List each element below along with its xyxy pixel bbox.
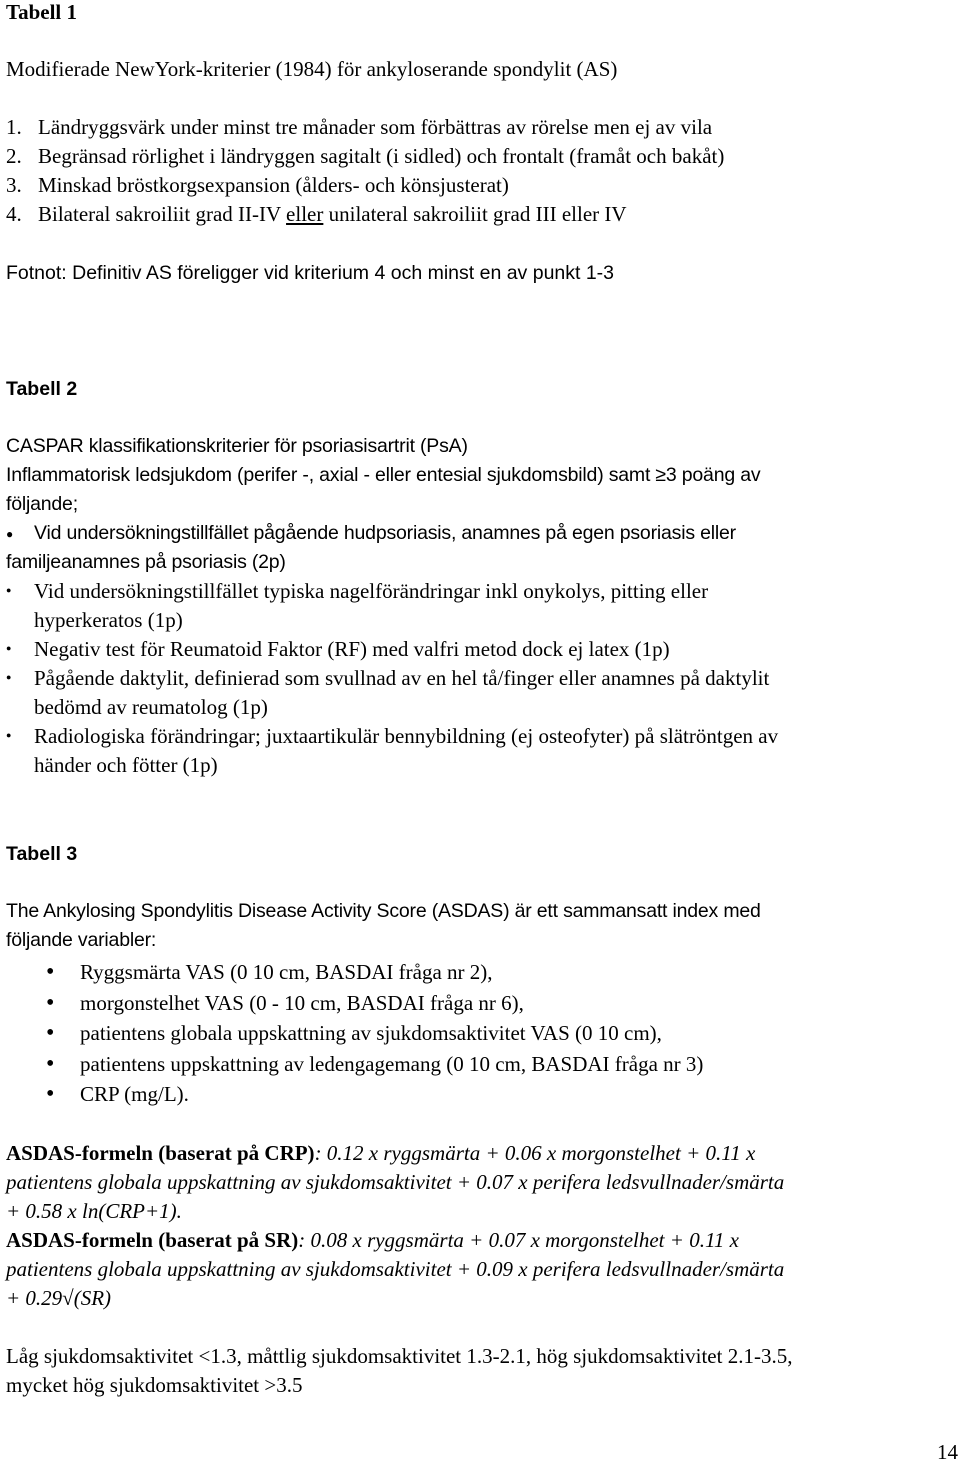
criterion-item — [6, 171, 509, 200]
criterion-number: 3. — [6, 173, 22, 197]
asdas-sr-formula-line1 — [6, 1226, 739, 1255]
square-root-icon: √ — [62, 1286, 74, 1310]
asdas-sr-label: ASDAS-formeln (baserat på SR) — [6, 1228, 299, 1252]
list-item — [6, 664, 946, 722]
variable-text: patientens globala uppskattning av sjukdomsaktivitet VAS (0 10 cm), — [80, 1021, 662, 1045]
asdas-crp-formula-line2: patientens globala uppskattning av sjukdomsaktivitet + 0.07 x perifera ledsvullnader/smärta — [6, 1170, 785, 1194]
criterion-item — [6, 200, 627, 229]
list-item — [6, 635, 946, 664]
table1-heading: Tabell 1 — [6, 0, 77, 24]
list-item-line2: bedömd av reumatolog (1p) — [34, 695, 268, 719]
variable-text: morgonstelhet VAS (0 - 10 cm, BASDAI fråga nr 6), — [80, 991, 524, 1015]
table2-intro-line1: Inflammatorisk ledsjukdom (perifer -, axial - eller entesial sjukdomsbild) samt ≥3 poäng av — [6, 464, 761, 486]
bullet-icon: ● — [6, 585, 12, 595]
bullet-icon: ● — [6, 672, 12, 682]
bullet-icon: ● — [6, 643, 12, 653]
bullet-icon: • — [46, 959, 55, 985]
list-item — [6, 577, 946, 635]
criterion-text-underlined: eller — [286, 202, 324, 226]
list-item — [6, 1050, 946, 1079]
criterion-number: 1. — [6, 115, 22, 139]
list-item — [6, 1019, 946, 1048]
table2-title: CASPAR klassifikationskriterier för psoriasisartrit (PsA) — [6, 435, 468, 457]
list-item-line1: Pågående daktylit, definierad som svullnad av en hel tå/finger eller anamnes på daktylit — [34, 666, 770, 690]
variable-text: Ryggsmärta VAS (0 10 cm, BASDAI fråga nr 2), — [80, 960, 493, 984]
bullet-icon: • — [46, 1051, 55, 1077]
page-number: 14 — [937, 1440, 958, 1464]
criterion-number: 4. — [6, 202, 22, 226]
criterion-text: Ländryggsvärk under minst tre månader som förbättras av rörelse men ej av vila — [38, 115, 713, 139]
bullet-icon: • — [46, 1081, 55, 1107]
variable-text: CRP (mg/L). — [80, 1082, 189, 1106]
bullet-icon: • — [46, 990, 55, 1016]
asdas-sr-formula-start: : 0.08 x ryggsmärta + 0.07 x morgonstelhet + 0.11 x — [298, 1228, 739, 1252]
bullet-icon: ● — [6, 730, 12, 740]
table3-intro-line2: följande variabler: — [6, 929, 157, 951]
asdas-sr-formula-line2: patientens globala uppskattning av sjukdomsaktivitet + 0.09 x perifera ledsvullnader/smärta — [6, 1257, 785, 1281]
asdas-crp-label: ASDAS-formeln (baserat på CRP) — [6, 1141, 315, 1165]
list-item-line2: hyperkeratos (1p) — [34, 608, 183, 632]
list-item — [6, 722, 946, 780]
asdas-crp-formula-line3: + 0.58 x ln(CRP+1). — [6, 1199, 182, 1223]
criterion-text-pre: Bilateral sakroiliit grad II-IV — [38, 202, 287, 226]
criterion-number: 2. — [6, 144, 22, 168]
asdas-crp-formula-start: : 0.12 x ryggsmärta + 0.06 x morgonstelhet + 0.11 x — [314, 1141, 756, 1165]
criterion-item — [6, 113, 712, 142]
table2-heading: Tabell 2 — [6, 378, 78, 400]
sr-term: (SR) — [73, 1286, 112, 1310]
variable-text: patientens uppskattning av ledengagemang (0 10 cm, BASDAI fråga nr 3) — [80, 1052, 704, 1076]
asdas-sr-formula-line3 — [6, 1284, 111, 1313]
list-item-line2: familjeanamnes på psoriasis (2p) — [6, 551, 286, 573]
asdas-crp-formula-line1 — [6, 1139, 755, 1168]
table3-intro-line1: The Ankylosing Spondylitis Disease Activity Score (ASDAS) är ett sammansatt index med — [6, 900, 761, 922]
list-item — [6, 989, 946, 1018]
bullet-icon: ● — [6, 527, 14, 541]
list-item-line1: Radiologiska förändringar; juxtaartikulär bennybildning (ej osteofyter) på slätröntgen av — [34, 724, 779, 748]
table2-intro-line2: följande; — [6, 493, 78, 515]
bullet-icon: • — [46, 1020, 55, 1046]
table1-footnote: Fotnot: Definitiv AS föreligger vid kriterium 4 och minst en av punkt 1-3 — [6, 262, 615, 284]
activity-levels-line2: mycket hög sjukdomsaktivitet >3.5 — [6, 1373, 303, 1397]
criterion-text: Minskad bröstkorgsexpansion (ålders- och könsjusterat) — [38, 173, 509, 197]
list-item — [6, 1080, 946, 1109]
criterion-text: Begränsad rörlighet i ländryggen sagitalt (i sidled) och frontalt (framåt och bakåt) — [38, 144, 725, 168]
list-item-line1: Vid undersökningstillfället pågående hudpsoriasis, anamnes på egen psoriasis eller — [34, 522, 736, 544]
list-item — [6, 958, 946, 987]
criterion-text-post: unilateral sakroiliit grad III eller IV — [323, 202, 627, 226]
sr-coefficient: + 0.29 — [6, 1286, 63, 1310]
list-item-line1: Negativ test för Reumatoid Faktor (RF) med valfri metod dock ej latex (1p) — [34, 637, 670, 661]
list-item-line2: händer och fötter (1p) — [34, 753, 218, 777]
activity-levels-line1: Låg sjukdomsaktivitet <1.3, måttlig sjukdomsaktivitet 1.3-2.1, hög sjukdomsaktivitet 2.1-3.5, — [6, 1344, 793, 1368]
list-item-line1: Vid undersökningstillfället typiska nagelförändringar inkl onykolys, pitting eller — [34, 579, 709, 603]
list-item — [6, 519, 946, 577]
table3-heading: Tabell 3 — [6, 843, 78, 865]
table1-title: Modifierade NewYork-kriterier (1984) för ankyloserande spondylit (AS) — [6, 57, 618, 81]
criterion-item — [6, 142, 724, 171]
